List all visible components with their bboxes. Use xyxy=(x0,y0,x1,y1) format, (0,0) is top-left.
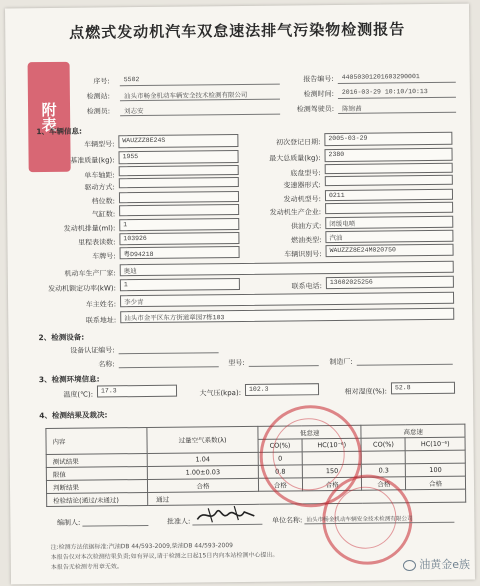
temp-label: 温度(℃): xyxy=(63,390,94,399)
cylinder-label: 气缸数: xyxy=(91,210,116,219)
gear-label: 档位数: xyxy=(91,197,116,206)
cylinder-value xyxy=(119,204,239,216)
header-low-hc: HC(10⁻⁶) xyxy=(302,438,362,452)
limit-high-hc: 100 xyxy=(406,463,466,477)
row-measured-label: 测试结果 xyxy=(46,453,147,467)
vin-no-label: 车辆识别号: xyxy=(284,250,322,259)
owner-value: 李少青 xyxy=(120,292,454,307)
vehicle-model-value: WAUZZZ8E24S xyxy=(118,134,238,148)
row-limit-label: 限值 xyxy=(46,466,147,480)
header-low-co: CO(%) xyxy=(258,439,302,452)
owner-label: 车主姓名: xyxy=(85,300,117,309)
fuel-type-value: 汽油 xyxy=(325,230,453,243)
equip-maker-line xyxy=(357,364,453,366)
judge-low-hc: 合格 xyxy=(302,477,362,491)
engine-maker-label: 发动机生产企业: xyxy=(269,208,322,217)
humidity-value: 52.8 xyxy=(391,382,455,395)
driver-label: 检测驾驶员: xyxy=(296,105,335,114)
vin-no-value: WAUZZZ8E24M020750 xyxy=(325,244,453,257)
plate-label: 车牌号: xyxy=(92,252,116,261)
maker-value: 奥迪 xyxy=(120,261,454,276)
wechat-icon xyxy=(403,560,416,571)
approver-label: 批准人: xyxy=(166,517,191,526)
footer-note-3: 本报告无检测专用章无效。 xyxy=(50,563,123,571)
measured-lambda: 1.04 xyxy=(147,452,258,466)
driver-value: 陈锦茜 xyxy=(342,105,362,113)
section-results: 4、检测结果及裁决: xyxy=(39,410,108,421)
measured-high-hc xyxy=(405,450,465,464)
footer-note-1: 注:检测方法依据标准:汽油DB 44/593-2009,柴油DB 44/593-2009 xyxy=(50,542,233,551)
temp-value: 17.3 xyxy=(97,385,177,398)
max-mass-value: 2380 xyxy=(324,148,452,162)
handwritten-signature xyxy=(194,504,258,527)
station-label: 检测站: xyxy=(86,92,110,101)
author-line xyxy=(82,525,148,527)
report-no-value: 44050301201603290001 xyxy=(341,73,420,81)
max-mass-label: 最大总质量(kg): xyxy=(269,154,321,163)
header-high-hc: HC(10⁻⁶) xyxy=(405,437,465,451)
row-final-label: 检验结论(通过/未通过) xyxy=(47,492,148,506)
rated-power-value: 1 xyxy=(120,278,240,291)
judge-low-co: 合格 xyxy=(258,478,302,491)
fuel-supply-value: 闭缓电喷 xyxy=(325,216,453,229)
equip-name-line xyxy=(119,366,219,368)
fuel-supply-label: 供油方式: xyxy=(290,222,322,231)
author-label: 编制人: xyxy=(56,518,81,527)
red-corner-seal: 附表 xyxy=(28,62,71,172)
engine-model-value: 0211 xyxy=(325,189,453,201)
time-line xyxy=(338,97,456,99)
operator-value: 刘志安 xyxy=(124,107,144,116)
odometer-label: 里程表读数: xyxy=(78,238,116,247)
seq-value: 5502 xyxy=(123,76,140,84)
header-high-co: CO(%) xyxy=(362,438,406,451)
phone-label: 联系电话: xyxy=(291,282,322,291)
station-value: 汕头市畅金机动车辆安全技术检测有限公司 xyxy=(123,91,248,101)
equip-cert-line xyxy=(119,352,219,354)
address-label: 联系地址: xyxy=(85,316,117,325)
seq-line xyxy=(120,84,280,87)
gear-value xyxy=(119,191,239,203)
humidity-label: 相对湿度(%): xyxy=(344,387,388,396)
plate-value: 粤D94218 xyxy=(120,246,240,259)
report-no-line xyxy=(338,82,456,84)
equip-model-label: 型号: xyxy=(228,358,245,368)
limit-low-hc: 150 xyxy=(302,464,362,478)
seq-label: 序号: xyxy=(93,77,110,86)
row-judge-label: 判断结果 xyxy=(46,479,147,493)
chassis-label: 底盘型号: xyxy=(290,169,321,178)
footer-note-2: 本报告仅对本次检测结果负责;如有异议,请于检测之日起15日内向本站检测中心提出。 xyxy=(50,551,279,561)
vehicle-model-label: 车辆型号: xyxy=(84,140,115,149)
section-environment: 3、检测环境信息: xyxy=(38,374,100,385)
section-equipment: 2、检测设备: xyxy=(38,332,85,343)
driver-line xyxy=(338,112,456,114)
maker-label: 机动车生产厂家: xyxy=(64,269,116,278)
equip-maker-label: 制造厂: xyxy=(329,357,353,367)
judge-high-co: 合格 xyxy=(362,477,406,490)
header-high-idle: 高怠速 xyxy=(361,424,465,438)
section-vehicle: 1、车辆信息: xyxy=(36,126,83,137)
unit-label: 单位名称: xyxy=(271,516,303,525)
judge-high-hc: 合格 xyxy=(406,476,466,490)
equip-model-line xyxy=(249,365,319,367)
engine-maker-value xyxy=(325,202,453,214)
time-label: 检测时间: xyxy=(303,90,334,99)
limit-high-co: 0.3 xyxy=(362,464,406,477)
report-no-label: 报告编号: xyxy=(303,75,334,84)
equip-name-label: 名称: xyxy=(98,360,115,369)
drive-form-label: 驱动方式: xyxy=(84,183,115,192)
odometer-value: 103926 xyxy=(119,232,239,245)
drive-form-value xyxy=(119,177,239,188)
report-paper xyxy=(5,4,475,585)
transmission-value xyxy=(325,175,453,186)
base-mass-label: 基准质量(kg): xyxy=(70,156,115,165)
fuel-type-label: 燃油类型: xyxy=(291,236,322,245)
transmission-label: 变速器形式: xyxy=(283,181,321,190)
watermark-text: 油黄金e族 xyxy=(419,558,470,571)
wheelbase-label: 单车轴距: xyxy=(84,171,115,180)
measured-low-co: 0 xyxy=(258,452,302,465)
report-title: 点燃式发动机汽车双怠速法排气污染物检测报告 xyxy=(69,20,406,42)
header-lambda: 过量空气系数(λ) xyxy=(147,426,258,453)
operator-label: 检测员: xyxy=(86,107,111,116)
rated-power-label: 发动机额定功率(kW): xyxy=(48,284,116,294)
displacement-value: 1 xyxy=(119,218,239,231)
base-mass-value: 1955 xyxy=(118,150,238,164)
limit-lambda: 1.00±0.03 xyxy=(147,465,258,479)
pressure-value: 102.3 xyxy=(245,383,319,396)
address-value: 汕头市金平区东方街道章园7栋103 xyxy=(120,308,454,323)
chassis-value xyxy=(325,163,453,174)
phone-value: 13602025256 xyxy=(326,276,454,289)
header-low-idle: 低怠速 xyxy=(258,425,362,439)
final-verdict: 通过 xyxy=(148,489,466,505)
judge-lambda: 合格 xyxy=(147,478,258,492)
wheelbase-value xyxy=(119,165,239,176)
measured-high-co xyxy=(362,451,406,464)
header-item: 内容 xyxy=(46,427,147,454)
first-reg-value: 2005-03-29 xyxy=(324,132,452,146)
first-reg-label: 初次登记日期: xyxy=(276,138,321,147)
equip-cert-label: 设备认证编号: xyxy=(70,346,115,355)
engine-model-label: 发动机型号: xyxy=(283,195,322,204)
limit-low-co: 0.8 xyxy=(258,465,302,478)
time-value: 2016-03-29 10:10/10:13 xyxy=(341,88,428,96)
displacement-label: 发动机排量(ml): xyxy=(63,224,116,233)
unit-value: 汕头市畅金机动车辆安全技术检测有限公司 xyxy=(306,515,413,524)
watermark xyxy=(403,556,470,572)
pressure-label: 大气压(kpa): xyxy=(199,388,242,398)
